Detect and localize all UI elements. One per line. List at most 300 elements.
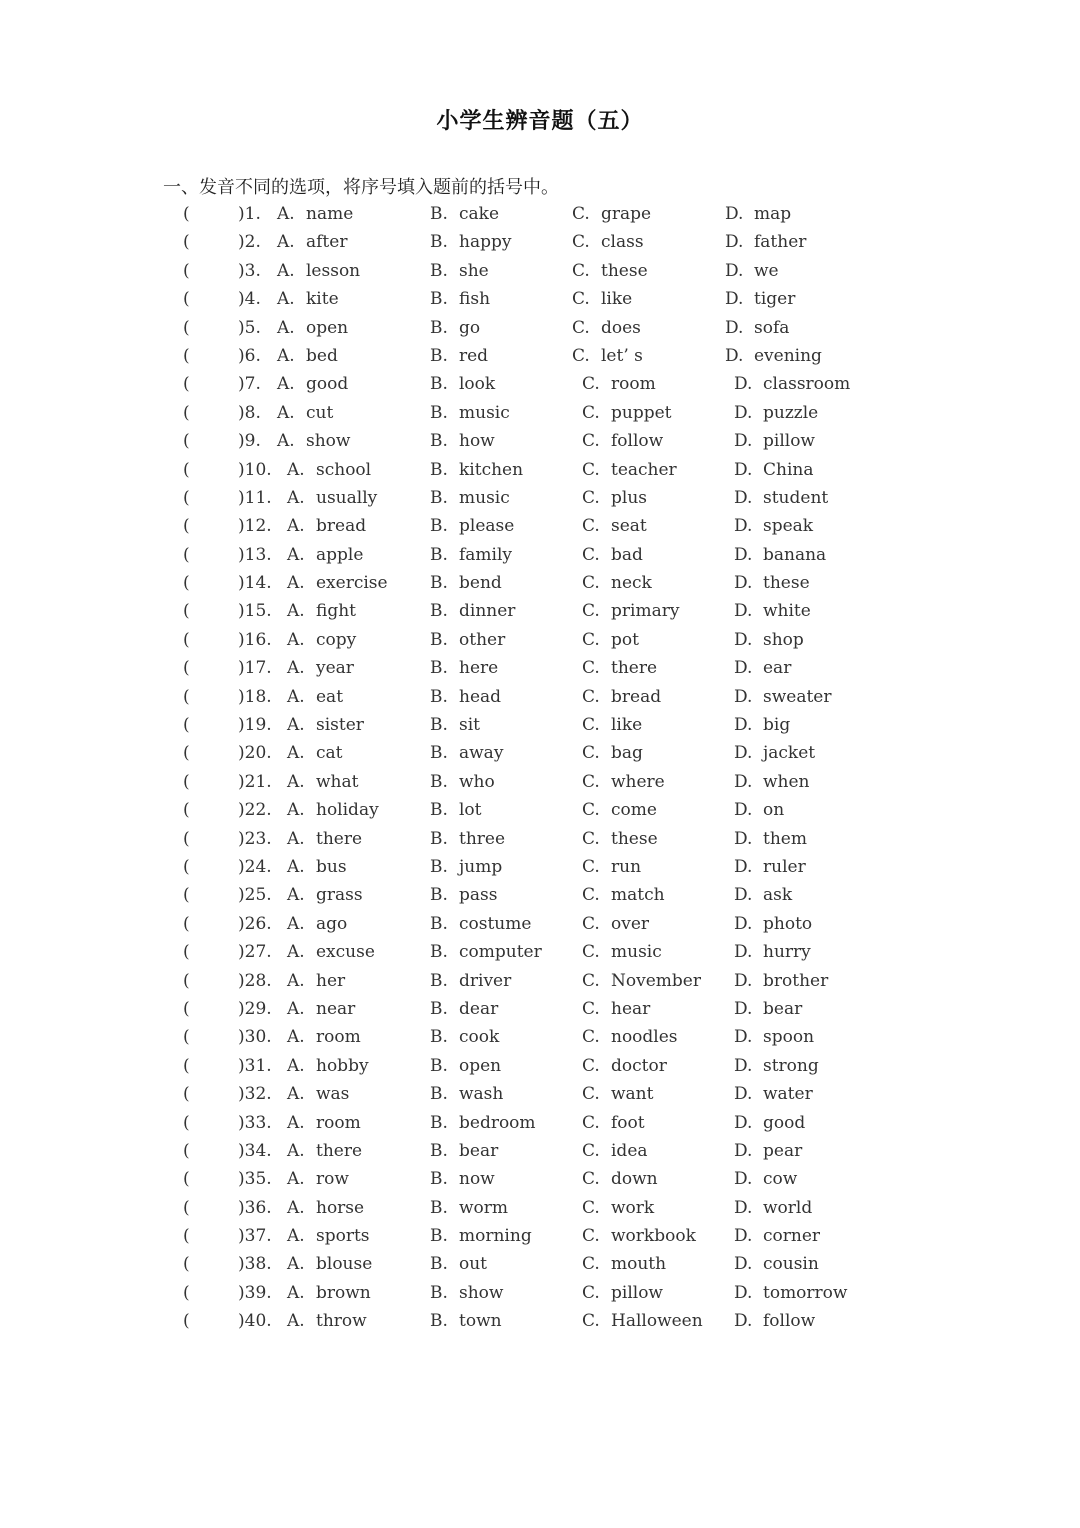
question-row — [0, 626, 1080, 654]
option-b-word: here — [459, 658, 499, 679]
answer-bracket: ( — [183, 1027, 190, 1048]
option-d-word: pear — [763, 1140, 803, 1161]
option-d-word: world — [763, 1197, 813, 1218]
option-b-word: town — [459, 1311, 502, 1332]
option-a-word: blouse — [316, 1254, 373, 1275]
question-row — [0, 1279, 1080, 1307]
option-d-letter: D. — [725, 232, 744, 253]
option-d-letter: D. — [734, 487, 753, 508]
answer-bracket: ( — [183, 1140, 190, 1161]
option-b-letter: B. — [430, 516, 448, 537]
option-d-letter: D. — [734, 629, 753, 650]
answer-bracket: ( — [183, 942, 190, 963]
option-c-word: bread — [611, 686, 662, 707]
option-a-letter: A. — [287, 658, 305, 679]
option-a-letter: A. — [277, 204, 295, 224]
option-a-word: row — [316, 1169, 349, 1190]
question-row — [0, 853, 1080, 881]
question-number: )34. — [238, 1140, 272, 1161]
option-b-letter: B. — [430, 1055, 448, 1076]
section-instruction: 一、发音不同的选项，将序号填入题前的括号中。 — [163, 177, 559, 198]
option-d-letter: D. — [734, 374, 753, 395]
option-d-letter: D. — [734, 1226, 753, 1247]
option-b-letter: B. — [430, 970, 448, 991]
option-a-word: fight — [316, 601, 357, 622]
answer-bracket: ( — [183, 970, 190, 991]
option-a-letter: A. — [287, 885, 305, 906]
option-d-word: father — [754, 232, 807, 253]
question-row — [0, 399, 1080, 427]
option-a-letter: A. — [277, 345, 295, 366]
option-c-word: foot — [611, 1112, 645, 1133]
answer-bracket: ( — [183, 715, 190, 736]
option-b-word: look — [459, 374, 496, 395]
option-b-word: lot — [459, 800, 482, 821]
option-c-letter: C. — [582, 1027, 600, 1048]
option-a-word: cut — [306, 402, 334, 423]
option-d-word: puzzle — [763, 402, 819, 423]
option-a-letter: A. — [287, 601, 305, 622]
answer-bracket: ( — [183, 317, 190, 338]
answer-bracket: ( — [183, 516, 190, 537]
option-a-word: lesson — [306, 260, 361, 281]
option-d-letter: D. — [734, 431, 753, 452]
option-b-word: costume — [459, 913, 532, 934]
option-c-word: puppet — [611, 402, 672, 423]
answer-bracket: ( — [183, 658, 190, 679]
option-d-word: student — [763, 487, 829, 508]
option-c-letter: C. — [582, 1112, 600, 1133]
option-a-word: copy — [316, 629, 357, 650]
option-a-word: grass — [316, 885, 363, 906]
option-b-word: dinner — [459, 601, 516, 622]
option-b-letter: B. — [430, 856, 448, 877]
option-d-word: pillow — [763, 431, 815, 452]
question-row — [0, 1194, 1080, 1222]
question-row — [0, 1109, 1080, 1137]
option-a-letter: A. — [287, 942, 305, 963]
option-c-word: pillow — [611, 1282, 663, 1303]
option-d-word: follow — [763, 1311, 816, 1332]
option-d-letter: D. — [734, 913, 753, 934]
question-number: )33. — [238, 1112, 272, 1133]
option-a-letter: A. — [287, 1254, 305, 1275]
question-row — [0, 654, 1080, 682]
option-d-letter: D. — [725, 289, 744, 310]
option-a-letter: A. — [287, 573, 305, 594]
option-c-letter: C. — [572, 204, 590, 224]
answer-bracket: ( — [183, 204, 190, 224]
option-a-letter: A. — [287, 1197, 305, 1218]
option-c-letter: C. — [582, 1055, 600, 1076]
option-c-letter: C. — [582, 516, 600, 537]
option-a-word: sister — [316, 715, 364, 736]
option-c-letter: C. — [582, 402, 600, 423]
question-number: )40. — [238, 1311, 272, 1332]
option-d-letter: D. — [734, 1197, 753, 1218]
option-d-word: them — [763, 828, 807, 849]
answer-bracket: ( — [183, 601, 190, 622]
option-b-letter: B. — [430, 459, 448, 480]
option-c-letter: C. — [582, 828, 600, 849]
question-number: )12. — [238, 516, 272, 537]
option-b-word: dear — [459, 998, 499, 1019]
answer-bracket: ( — [183, 544, 190, 565]
option-d-word: evening — [754, 345, 822, 366]
question-number: )25. — [238, 885, 272, 906]
option-d-letter: D. — [734, 1140, 753, 1161]
option-b-letter: B. — [430, 629, 448, 650]
answer-bracket: ( — [183, 573, 190, 594]
option-d-letter: D. — [734, 970, 753, 991]
answer-bracket: ( — [183, 1311, 190, 1332]
option-d-letter: D. — [734, 516, 753, 537]
option-d-letter: D. — [734, 658, 753, 679]
option-c-word: November — [611, 970, 701, 991]
option-c-word: plus — [611, 487, 647, 508]
option-a-letter: A. — [287, 1169, 305, 1190]
option-c-word: down — [611, 1169, 658, 1190]
question-number: )11. — [238, 487, 272, 508]
question-number: )20. — [238, 743, 272, 764]
option-d-letter: D. — [734, 1112, 753, 1133]
option-b-word: fish — [459, 289, 491, 310]
option-b-word: how — [459, 431, 495, 452]
option-a-letter: A. — [287, 1140, 305, 1161]
option-c-letter: C. — [582, 1140, 600, 1161]
question-number: )19. — [238, 715, 272, 736]
option-b-letter: B. — [430, 1226, 448, 1247]
question-number: )18. — [238, 686, 272, 707]
answer-bracket: ( — [183, 828, 190, 849]
answer-bracket: ( — [183, 402, 190, 423]
question-number: )15. — [238, 601, 272, 622]
option-c-letter: C. — [582, 374, 600, 395]
option-c-word: noodles — [611, 1027, 678, 1048]
option-a-letter: A. — [287, 828, 305, 849]
option-a-letter: A. — [287, 998, 305, 1019]
question-number: )29. — [238, 998, 272, 1019]
option-a-letter: A. — [287, 1084, 305, 1105]
option-d-letter: D. — [725, 317, 744, 338]
option-c-letter: C. — [582, 885, 600, 906]
option-b-word: music — [459, 402, 510, 423]
question-row — [0, 967, 1080, 995]
option-b-letter: B. — [430, 885, 448, 906]
question-number: )31. — [238, 1055, 272, 1076]
option-d-word: photo — [763, 913, 813, 934]
option-a-letter: A. — [277, 402, 295, 423]
option-b-word: bend — [459, 573, 502, 594]
answer-bracket: ( — [183, 459, 190, 480]
option-d-word: sofa — [754, 317, 790, 338]
answer-bracket: ( — [183, 1254, 190, 1275]
answer-bracket: ( — [183, 1282, 190, 1303]
option-d-word: when — [763, 771, 810, 792]
option-b-letter: B. — [430, 431, 448, 452]
option-a-word: there — [316, 828, 363, 849]
option-d-word: hurry — [763, 942, 811, 963]
answer-bracket: ( — [183, 374, 190, 395]
option-c-letter: C. — [582, 856, 600, 877]
option-b-letter: B. — [430, 800, 448, 821]
option-d-letter: D. — [734, 1254, 753, 1275]
option-a-word: bed — [306, 345, 338, 366]
option-d-word: bear — [763, 998, 803, 1019]
answer-bracket: ( — [183, 856, 190, 877]
option-a-letter: A. — [277, 260, 295, 281]
option-c-letter: C. — [582, 573, 600, 594]
option-c-letter: C. — [582, 1226, 600, 1247]
option-a-word: usually — [316, 487, 378, 508]
option-b-word: red — [459, 345, 489, 366]
option-d-letter: D. — [734, 715, 753, 736]
option-b-word: music — [459, 487, 510, 508]
option-b-letter: B. — [430, 232, 448, 253]
page-title: 小学生辨音题（五） — [436, 109, 644, 134]
option-c-letter: C. — [582, 629, 600, 650]
option-a-word: year — [316, 658, 354, 679]
question-row — [0, 1052, 1080, 1080]
answer-bracket: ( — [183, 771, 190, 792]
option-b-word: three — [459, 828, 506, 849]
option-a-letter: A. — [287, 1055, 305, 1076]
option-d-letter: D. — [734, 1055, 753, 1076]
option-b-word: worm — [459, 1197, 509, 1218]
question-number: )3. — [238, 260, 261, 281]
answer-bracket: ( — [183, 998, 190, 1019]
option-d-word: speak — [763, 516, 814, 537]
option-c-word: room — [611, 374, 656, 395]
option-b-letter: B. — [430, 998, 448, 1019]
option-a-word: her — [316, 970, 346, 991]
option-b-letter: B. — [430, 828, 448, 849]
option-b-letter: B. — [430, 487, 448, 508]
question-number: )7. — [238, 374, 261, 395]
option-a-letter: A. — [287, 1027, 305, 1048]
option-b-word: sit — [459, 715, 480, 736]
question-number: )28. — [238, 970, 272, 991]
option-c-word: Halloween — [611, 1311, 703, 1332]
option-d-word: sweater — [763, 686, 832, 707]
option-d-letter: D. — [734, 1311, 753, 1332]
option-a-word: eat — [316, 686, 344, 707]
option-b-word: out — [459, 1254, 488, 1275]
question-row — [0, 342, 1080, 370]
option-a-letter: A. — [287, 800, 305, 821]
option-a-letter: A. — [287, 970, 305, 991]
option-b-letter: B. — [430, 1197, 448, 1218]
option-c-letter: C. — [582, 715, 600, 736]
option-a-word: sports — [316, 1226, 370, 1247]
answer-bracket: ( — [183, 232, 190, 253]
option-b-word: other — [459, 629, 506, 650]
option-c-letter: C. — [582, 1254, 600, 1275]
option-b-word: cake — [459, 204, 500, 224]
question-number: )32. — [238, 1084, 272, 1105]
option-c-word: grape — [601, 204, 652, 224]
option-d-letter: D. — [734, 856, 753, 877]
option-c-letter: C. — [582, 1282, 600, 1303]
question-row — [0, 1307, 1080, 1335]
option-a-letter: A. — [287, 487, 305, 508]
option-b-letter: B. — [430, 601, 448, 622]
question-number: )9. — [238, 431, 261, 452]
option-b-letter: B. — [430, 1084, 448, 1105]
question-number: )2. — [238, 232, 261, 253]
option-d-word: white — [763, 601, 811, 622]
option-d-word: tomorrow — [763, 1282, 848, 1303]
option-b-letter: B. — [430, 1027, 448, 1048]
option-c-word: mouth — [611, 1254, 667, 1275]
answer-bracket: ( — [183, 800, 190, 821]
question-row — [0, 1080, 1080, 1108]
option-c-word: does — [601, 317, 641, 338]
option-a-word: show — [306, 431, 351, 452]
option-b-word: away — [459, 743, 504, 764]
question-row — [0, 1023, 1080, 1051]
answer-bracket: ( — [183, 289, 190, 310]
question-row — [0, 711, 1080, 739]
option-c-word: want — [611, 1084, 654, 1105]
question-row — [0, 569, 1080, 597]
question-row — [0, 512, 1080, 540]
option-b-letter: B. — [430, 1112, 448, 1133]
answer-bracket: ( — [183, 1055, 190, 1076]
option-c-letter: C. — [582, 1311, 600, 1332]
question-number: )13. — [238, 544, 272, 565]
question-row — [0, 796, 1080, 824]
option-b-letter: B. — [430, 771, 448, 792]
option-a-word: what — [316, 771, 359, 792]
option-a-word: school — [316, 459, 372, 480]
option-c-word: doctor — [611, 1055, 667, 1076]
question-row — [0, 285, 1080, 313]
option-b-letter: B. — [430, 743, 448, 764]
question-row — [0, 768, 1080, 796]
option-b-word: now — [459, 1169, 495, 1190]
option-a-letter: A. — [287, 516, 305, 537]
question-number: )4. — [238, 289, 261, 310]
question-number: )30. — [238, 1027, 272, 1048]
option-a-letter: A. — [287, 743, 305, 764]
option-c-letter: C. — [582, 431, 600, 452]
option-b-word: bear — [459, 1140, 499, 1161]
option-b-letter: B. — [430, 544, 448, 565]
option-b-letter: B. — [430, 260, 448, 281]
option-a-letter: A. — [277, 431, 295, 452]
question-row — [0, 597, 1080, 625]
option-a-word: room — [316, 1027, 361, 1048]
option-a-word: kite — [306, 289, 339, 310]
option-a-letter: A. — [287, 913, 305, 934]
option-a-word: horse — [316, 1197, 365, 1218]
option-b-letter: B. — [430, 1282, 448, 1303]
option-a-letter: A. — [287, 856, 305, 877]
option-d-word: ear — [763, 658, 792, 679]
option-d-letter: D. — [725, 345, 744, 366]
answer-bracket: ( — [183, 345, 190, 366]
question-row — [0, 1222, 1080, 1250]
question-number: )14. — [238, 573, 272, 594]
answer-bracket: ( — [183, 260, 190, 281]
option-b-word: open — [459, 1055, 502, 1076]
question-row — [0, 881, 1080, 909]
option-b-word: go — [459, 317, 481, 338]
answer-bracket: ( — [183, 1084, 190, 1105]
option-a-letter: A. — [287, 771, 305, 792]
option-a-letter: A. — [287, 686, 305, 707]
option-b-word: please — [459, 516, 515, 537]
option-c-word: music — [611, 942, 662, 963]
option-b-word: family — [459, 544, 513, 565]
option-b-letter: B. — [430, 715, 448, 736]
option-c-letter: C. — [582, 942, 600, 963]
option-c-letter: C. — [572, 345, 590, 366]
option-c-word: hear — [611, 998, 651, 1019]
option-b-letter: B. — [430, 942, 448, 963]
option-b-letter: B. — [430, 317, 448, 338]
option-a-word: ago — [316, 913, 348, 934]
option-c-word: neck — [611, 573, 652, 594]
option-c-word: workbook — [611, 1226, 696, 1247]
option-c-word: there — [611, 658, 658, 679]
option-c-word: bad — [611, 544, 643, 565]
option-d-word: tiger — [754, 289, 796, 310]
option-d-word: cousin — [763, 1254, 819, 1275]
option-b-word: head — [459, 686, 502, 707]
option-b-word: show — [459, 1282, 504, 1303]
option-d-word: water — [763, 1084, 813, 1105]
option-c-word: these — [601, 260, 648, 281]
option-a-word: room — [316, 1112, 361, 1133]
question-row — [0, 683, 1080, 711]
question-row — [0, 484, 1080, 512]
option-d-letter: D. — [734, 1282, 753, 1303]
option-b-word: pass — [459, 885, 498, 906]
option-a-letter: A. — [277, 374, 295, 395]
option-b-letter: B. — [430, 1311, 448, 1332]
option-a-word: open — [306, 317, 349, 338]
option-a-word: bread — [316, 516, 367, 537]
option-b-letter: B. — [430, 1169, 448, 1190]
question-number: )5. — [238, 317, 261, 338]
question-number: )24. — [238, 856, 272, 877]
answer-bracket: ( — [183, 629, 190, 650]
option-d-letter: D. — [734, 459, 753, 480]
option-d-letter: D. — [725, 260, 744, 281]
option-c-word: idea — [611, 1140, 648, 1161]
option-d-word: shop — [763, 629, 804, 650]
question-row — [0, 995, 1080, 1023]
answer-bracket: ( — [183, 487, 190, 508]
option-a-letter: A. — [277, 317, 295, 338]
option-d-word: map — [754, 204, 792, 224]
question-number: )22. — [238, 800, 272, 821]
option-c-letter: C. — [572, 289, 590, 310]
question-number: )39. — [238, 1282, 272, 1303]
answer-bracket: ( — [183, 431, 190, 452]
option-c-letter: C. — [572, 317, 590, 338]
option-c-word: match — [611, 885, 665, 906]
option-c-letter: C. — [582, 1084, 600, 1105]
question-row — [0, 541, 1080, 569]
option-b-letter: B. — [430, 573, 448, 594]
question-list — [0, 200, 1080, 1336]
question-number: )26. — [238, 913, 272, 934]
option-a-letter: A. — [277, 232, 295, 253]
question-row — [0, 938, 1080, 966]
